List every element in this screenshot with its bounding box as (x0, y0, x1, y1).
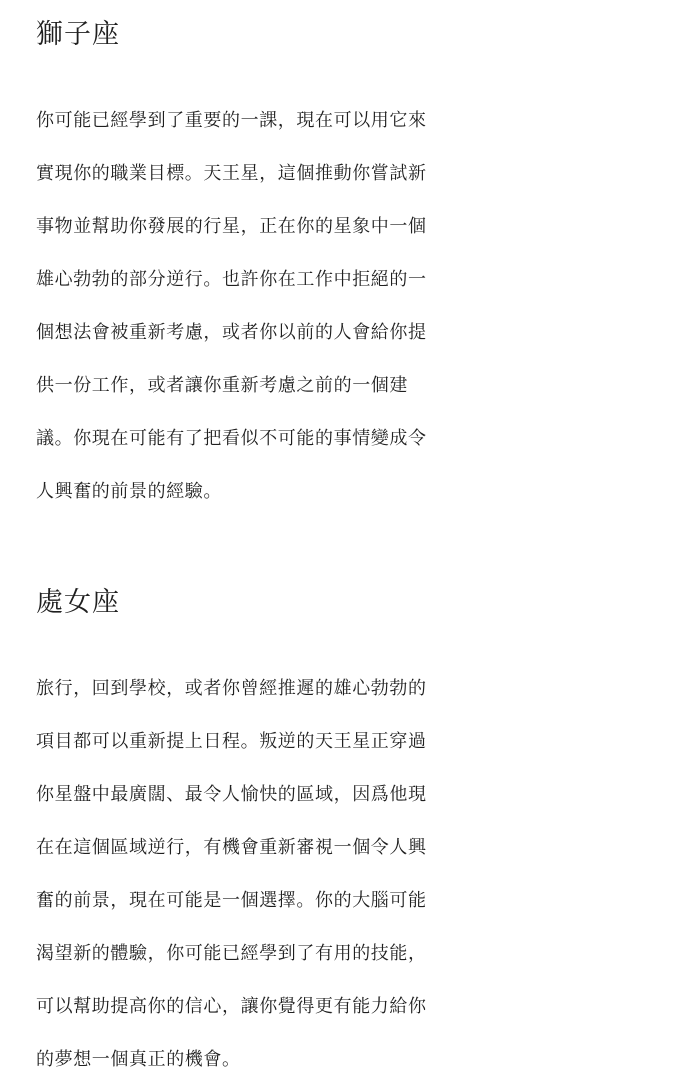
paragraph-line: 雄心勃勃的部分逆行。也許你在工作中拒絕的一 (36, 269, 427, 290)
paragraph-line: 渴望新的體驗，你可能已經學到了有用的技能， (36, 943, 427, 964)
section-heading-leo: 獅子座 (36, 19, 120, 50)
paragraph-line: 你可能已經學到了重要的一課，現在可以用它來 (36, 110, 427, 131)
section-heading-virgo: 處女座 (36, 587, 120, 618)
paragraph-line: 事物並幫助你發展的行星，正在你的星象中一個 (36, 216, 427, 237)
section-body-leo (36, 94, 666, 518)
paragraph-line: 旅行，回到學校，或者你曾經推遲的雄心勃勃的 (36, 678, 427, 699)
paragraph-line: 項目都可以重新提上日程。叛逆的天王星正穿過 (36, 731, 427, 752)
paragraph-line: 奮的前景，現在可能是一個選擇。你的大腦可能 (36, 890, 427, 911)
paragraph-line: 人興奮的前景的經驗。 (36, 481, 222, 502)
paragraph-line: 可以幫助提高你的信心，讓你覺得更有能力給你 (36, 996, 427, 1017)
paragraph-line: 的夢想一個真正的機會。 (36, 1049, 241, 1070)
paragraph-line: 在在這個區域逆行，有機會重新審視一個令人興 (36, 837, 427, 858)
paragraph-line: 供一份工作，或者讓你重新考慮之前的一個建 (36, 375, 408, 396)
section-body-virgo (36, 662, 666, 1086)
paragraph-line: 你星盤中最廣闊、最令人愉快的區域，因爲他現 (36, 784, 427, 805)
paragraph-line: 實現你的職業目標。天王星，這個推動你嘗試新 (36, 163, 427, 184)
paragraph-line: 議。你現在可能有了把看似不可能的事情變成令 (36, 428, 427, 449)
paragraph-line: 個想法會被重新考慮，或者你以前的人會給你提 (36, 322, 427, 343)
